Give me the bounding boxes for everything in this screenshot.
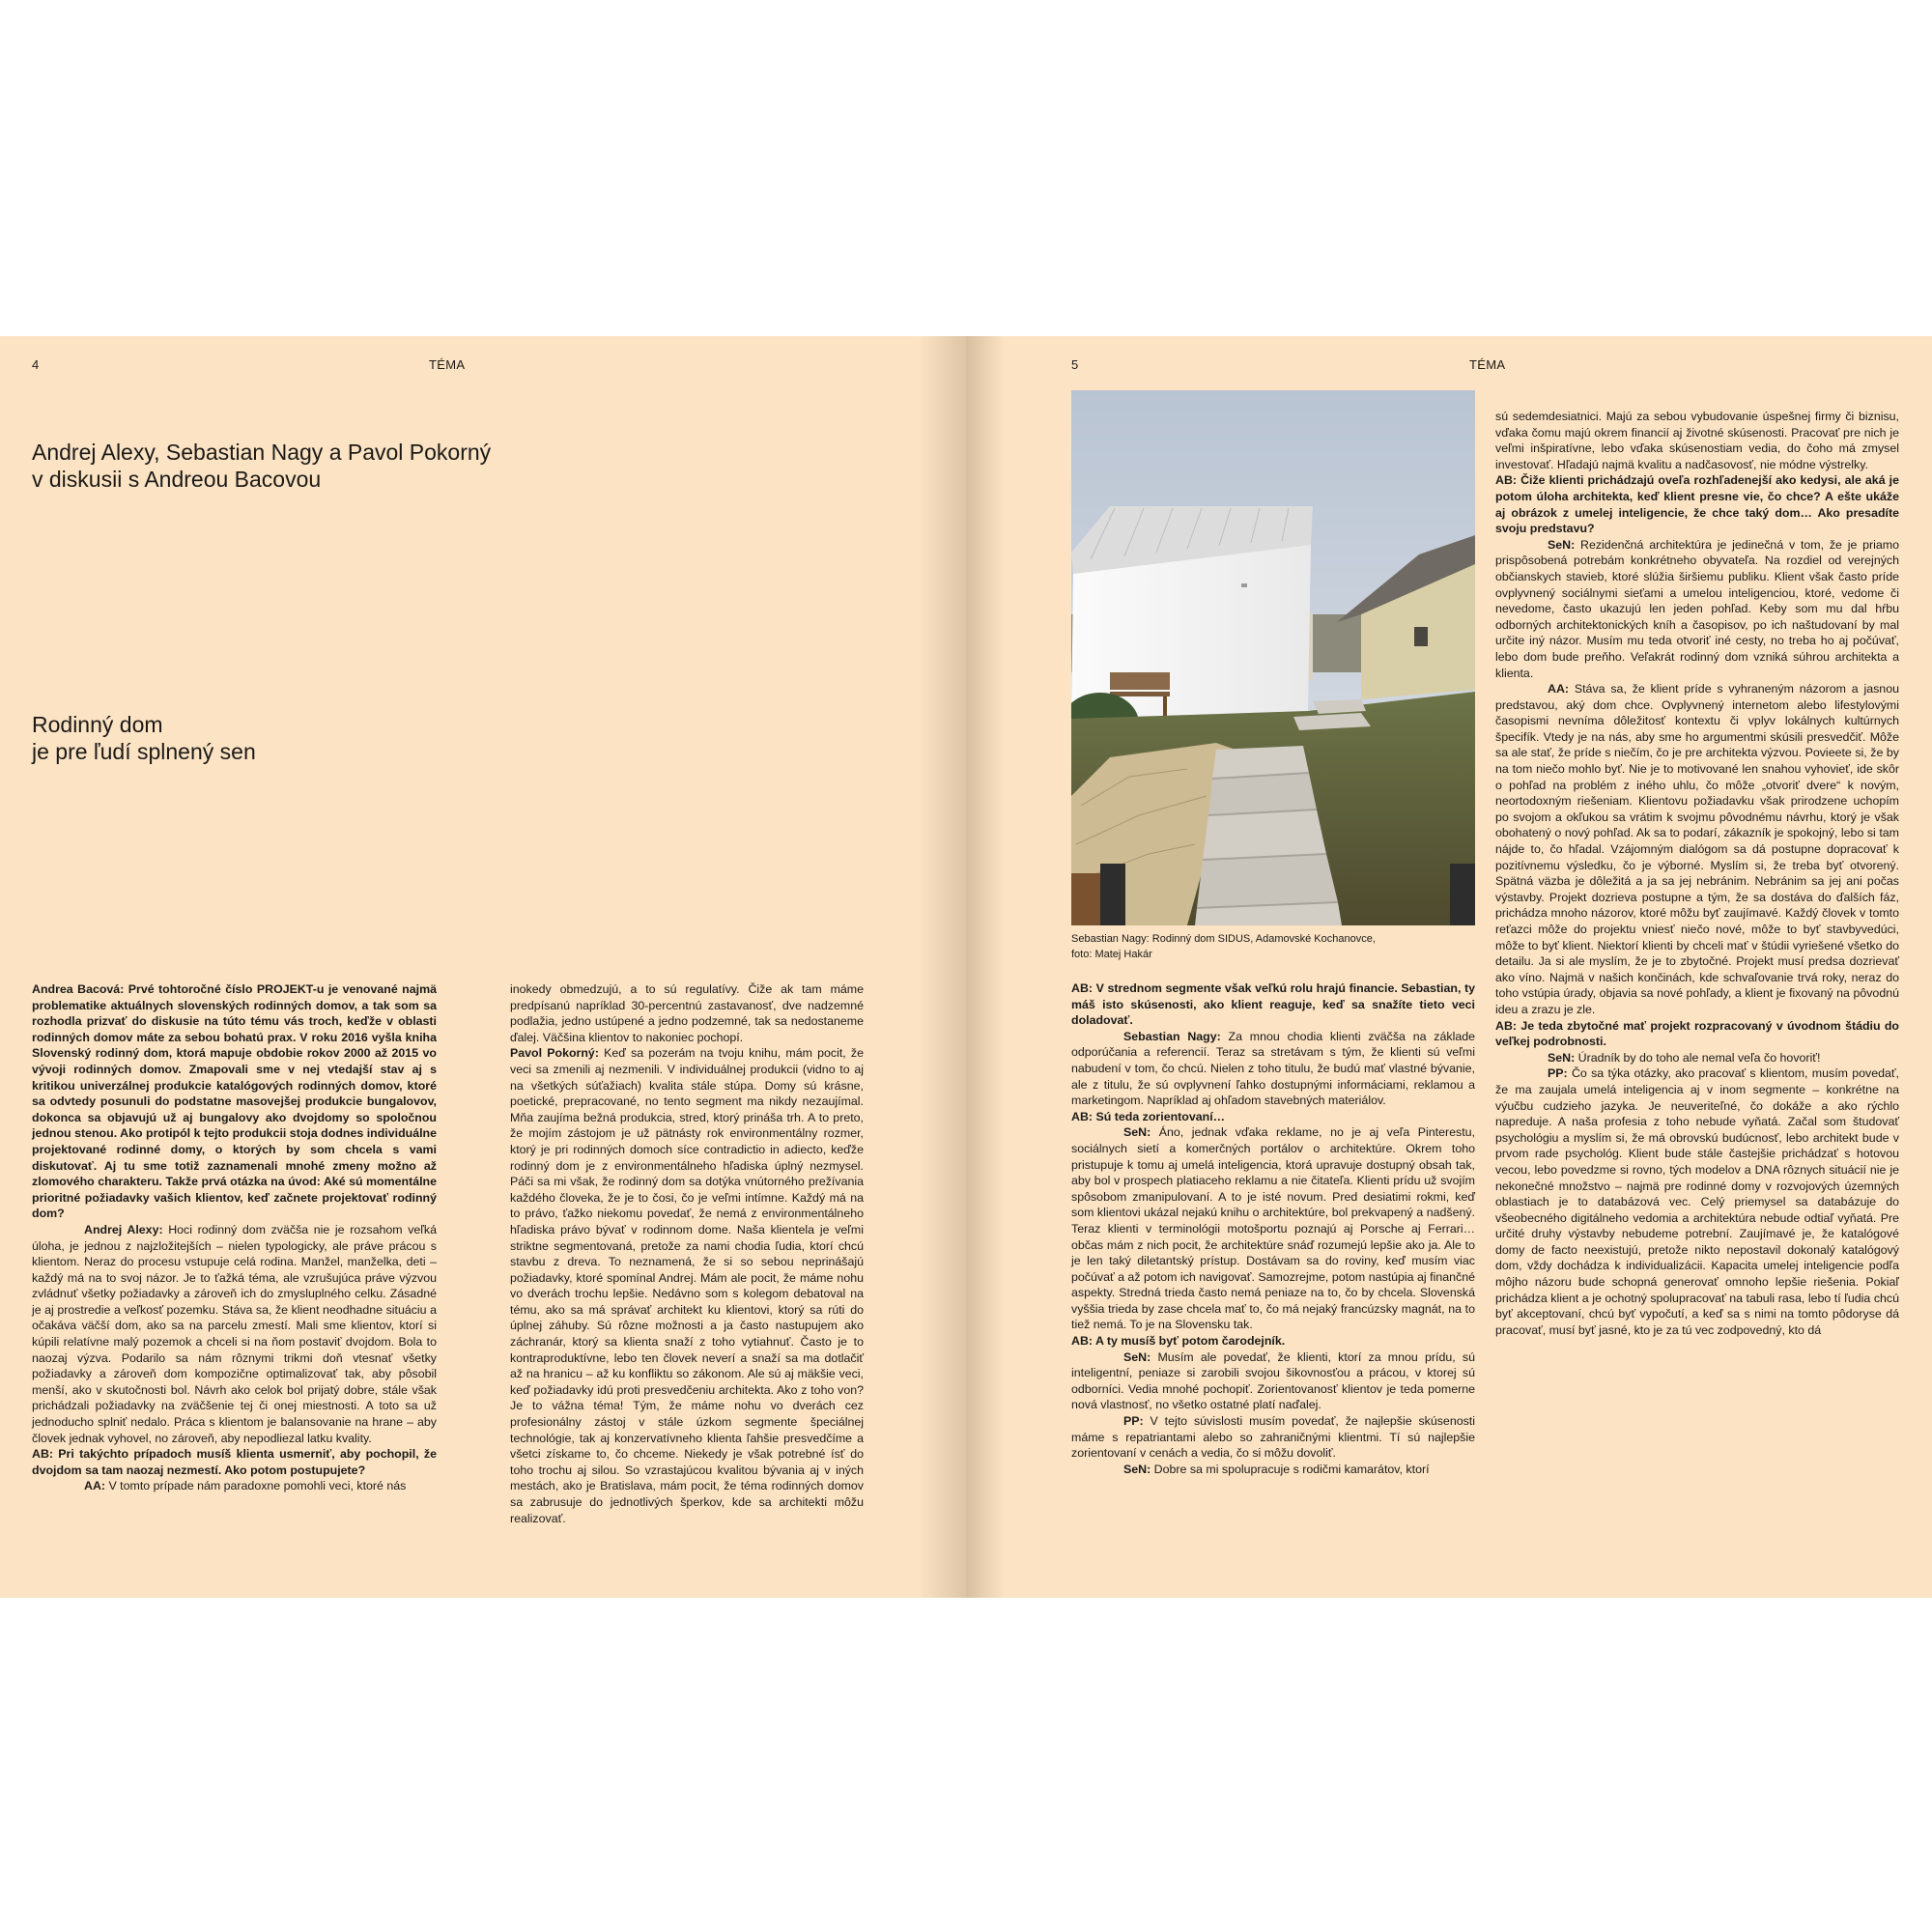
- section-label: TÉMA: [1469, 357, 1506, 372]
- paragraph-text: Dobre sa mi spolupracuje s rodičmi kamarátov, ktorí: [1151, 1462, 1430, 1476]
- question-paragraph: [32, 981, 437, 1222]
- section-label: TÉMA: [429, 357, 466, 372]
- left-page: [0, 336, 966, 1598]
- answer-paragraph: [1071, 1462, 1475, 1478]
- paragraph-text: Andrea Bacová: Prvé tohtoročné číslo PROJEKT-u je venované najmä problematike aktuálnych slovenských rodinných domov, a tak som sa rozhodla prizvať do diskusie na túto tému vás troch, keďže v oblasti rodinných domov máte za sebou bohatú prax. V roku 2016 vyšla kniha Slovenský rodinný dom, ktorá mapuje obdobie rokov 2000 až 2015 vo vývoji rodinných domov. Zmapovali sme v nej vtedajší stav aj s kritikou univerzálnej produkcie katalógových rodinných domov, ktoré sa odvtedy posunuli do podstatne masovejšej produkcie bungalovov, dokonca sa objavujú už aj bungalovy ako dvojdomy so spoločnou jednou stenou. Ako protipól k tejto produkcii stoja dodnes individuálne projektované rodinné domy, o ktorých by som chcela s vami diskutovať. Aj tu sme totiž zaznamenali mnohé zmeny možno až zlomového charakteru. Takže prvá otázka na úvod: Aké sú momentálne prioritné požiadavky vašich klientov, keď začnete projektovať rodinný dom?: [32, 982, 437, 1221]
- speaker-name: Andrej Alexy:: [84, 1222, 163, 1236]
- speaker-name: PP:: [1123, 1414, 1144, 1429]
- speaker-name: Sebastian Nagy:: [1123, 1029, 1221, 1043]
- paragraph-text: Hoci rodinný dom zväčša nie je rozsahom veľká úloha, je jednou z najzložitejších – nielen typologicky, ale práve prácou s klientom. Neraz do procesu vstupuje celá rodina. Manžel, manželka, deti – každý má na to svoj názor. Je to ťažká téma, ale vzrušujúca práve výzvou zvládnuť všetky požiadavky a zároveň ich do zmysluplného celku. Zásadné je aj prostredie a veľkosť pozemku. Stáva sa, že klient neodhadne situáciu a očakáva väčší dom, ako sa na parcelu zmestí. Mali sme klientov, ktorí si kúpili relatívne malý pozemok a chceli si na ňom postaviť dvojdom. Bola to naozaj výzva. Podarilo sa nám rôznymi trikmi doň vtesnať všetky požiadavky a zároveň dom kompozične optimalizovať tak, aby pôsobil menší, ako v skutočnosti bol. Návrh ako celok bol prijatý dobre, stále však prichádzali požiadavky na zväčšenie tej či onej miestnosti. A toto sa už jednoducho splniť nedalo. Práca s klientom je balansovanie na hrane – aby človek jednak vyhovel, no zároveň, aby nepodliezal latku kvality.: [32, 1222, 437, 1445]
- house-photo: [1071, 390, 1475, 925]
- answer-paragraph: [1071, 1124, 1475, 1333]
- right-page: [966, 336, 1932, 1598]
- paragraph-text: V tejto súvislosti musím povedať, že najlepšie skúsenosti máme s repatriantami alebo so zahraničnými klientmi. Tí sú najlepšie zorientovaní v cenách a vedia, čo si môžu dovoliť.: [1071, 1414, 1475, 1461]
- paragraph-text: Áno, jednak vďaka reklame, no je aj veľa Pinterestu, sociálnych sietí a komerčných portálov o architektúre. Okrem toho pristupuje k tomu aj umelá inteligencia, ktorá upravuje dostupný obsah tak, aby bol v prospech platiaceho reklamu a nie čitateľa. Klienti prídu už svojím spôsobom zmanipulovaní. A to je isté novum. Pred desiatimi rokmi, keď som klientovi ukázal nejakú knihu o architektúre, bol prekvapený a nadšený. Teraz klienti v terminológii motošportu poznajú aj Porsche aj Ferrari… občas mám z nich pocit, že architektúre snáď rozumejú lepšie ako ja. Ale to je len taký diletantský prístup. Dostávam sa do roviny, keď musím viac počúvať a až potom ich navigovať. Samozrejme, potom nastúpia aj finančné aspekty. Stredná trieda často nemá peniaze na to, čo by chcela. Slovenská vyššia trieda by zase chcela mať to, čo má nejaký francúzsky magnát, na to tiež nemá. To je na Slovensku tak.: [1071, 1125, 1475, 1332]
- text-column-2: [1495, 409, 1899, 1338]
- answer-paragraph: [510, 1045, 864, 1526]
- house-photo-illustration: [1071, 390, 1475, 925]
- subtitle-line: Rodinný dom: [32, 712, 163, 737]
- answer-paragraph: [1071, 1350, 1475, 1413]
- article-subtitle: [32, 711, 418, 765]
- paragraph-text: AB: Sú teda zorientovaní…: [1071, 1109, 1226, 1123]
- title-line: v diskusii s Andreou Bacovou: [32, 467, 322, 492]
- paragraph-text: AB: A ty musíš byť potom čarodejník.: [1071, 1334, 1286, 1349]
- paragraph-text: Úradník by do toho ale nemal veľa čo hovoriť!: [1575, 1050, 1821, 1065]
- paragraph-text: Keď sa pozerám na tvoju knihu, mám pocit, že veci sa zmenili aj nezmenili. V individuálnej produkcii (vidno to aj na všetkých súťažiach) kvalita stále stúpa. Domy sú krásne, poetické, prepracované, no tento segment ma nikdy nezaujímal. Mňa zaujíma bežná produkcia, stred, ktorý prináša trh. A to preto, že mojím zástojom je už pätnásty rok environmentálny rozmer, ktorý je pri rodinných domoch síce contradictio in adiecto, keďže rodinný dom je z environmentálneho hľadiska úplný nezmysel. Páči sa mi však, že rodinný dom sa dotýka vnútorného prežívania každého človeka, že je to čosi, čo je veľmi intímne. Každý má na to právo, ťažko niekomu povedať, že nemá z environmentálneho hľadiska právo bývať v rodinnom dome. Naša klientela je veľmi striktne segmentovaná, pretože za nami chodia ľudia, ktorí chcú stavbu z dreva. To neznamená, že si so sebou neprinášajú požiadavky, ktoré spomínal Andrej. Mám ale pocit, že máme nohu vo dverách trochu lepšie. Nedávno som s kolegom debatoval na tému, ako sa má správať architekt ku klientovi, ktorý sa rúti do úplnej záhuby. Sú rôzne možnosti a ja často nastupujem ako záchranár, ktorý sa klienta snaží z toho vytiahnuť. Často je to kontraproduktívne, lebo ten človek neverí a snaží sa ma dotlačiť až na hranicu – až ku konfliktu so zákonom. Ale sú aj mäkšie veci, keď požiadavky idú proti presvedčeniu architekta. Ako z toho von? Je to vážna téma! Tým, že máme nohu vo dverách cez profesionálny zástoj v stále úzkom segmente špeciálnej technológie, tak aj konzervatívneho klienta ľahšie presvedčíme a všetci získame to, čo chceme. Niekedy je však potrebné ísť do toho trochu aj silou. So vzrastajúcou kvalitou bývania aj v iných mestách, ako je Bratislava, mám pocit, že téma rodinných domov sa zabrusuje do jednotlivých šperkov, kde sa architekti môžu realizovať.: [510, 1046, 864, 1525]
- speaker-name: SeN:: [1123, 1462, 1151, 1476]
- speaker-name: AA:: [84, 1479, 106, 1493]
- subtitle-line: je pre ľudí splnený sen: [32, 739, 256, 764]
- paragraph-text: V tomto prípade nám paradoxne pomohli veci, ktoré nás: [105, 1479, 407, 1493]
- question-paragraph: [32, 1446, 437, 1478]
- answer-paragraph: [1495, 537, 1899, 681]
- speaker-name: SeN:: [1123, 1125, 1151, 1140]
- text-column-1: [32, 981, 437, 1494]
- magazine-spread: [0, 336, 1932, 1598]
- answer-paragraph: [1495, 681, 1899, 1017]
- paragraph-text: Musím ale povedať, že klienti, ktorí za mnou prídu, sú inteligentní, peniaze si zarobili svojou šikovnosťou a prácou, v ktorej sú odborníci. Vedia mnohé pochopiť. Zorientovanosť klientov je teda pomerne nová vlastnosť, no všetko ostatné platí naďalej.: [1071, 1350, 1475, 1412]
- paragraph-text: sú sedemdesiatnici. Majú za sebou vybudovanie úspešnej firmy či biznisu, vďaka čomu majú okrem financií aj životné skúsenosti. Pracovať pre nich je veľmi inšpiratívne, lebo vďaka skúsenostiam vedia, do čoho má zmysel investovať. Hľadajú najmä kvalitu a nadčasovosť, nie módne výstrelky.: [1495, 410, 1899, 471]
- paragraph-text: Čo sa týka otázky, ako pracovať s klientom, musím povedať, že ma zaujala umelá inteligencia aj v inom segmente – konkrétne na výučbu cudzieho jazyka. Je neuveriteľné, čo dokáže a ako rýchlo napreduje. A naša profesia z toho nebude vyňatá. Začal som študovať psychológiu a myslím si, že má obrovskú budúcnosť, lebo architekt bude v prvom rade psychológ. Klient bude stále častejšie prichádzať s hotovou vecou, lebo povedzme si rovno, tých modelov a DNA rôznych situácií nie je nekonečné množstvo – najmä pre rodinné domy v rozvojových územných oblastiach je to databázová vec. Celý priemysel sa databázuje do všeobecného digitálneho vedomia a architektúra nebude odtiaľ vyňatá. Pre určité druhy výstavby nebudeme potrební. Zaujímavé je, že katalógové domy de facto neexistujú, pretože nikto nepostavil dokonalý katalógový dom, vždy dochádza k individualizácii. Kapacita umelej inteligencie podľa môjho názoru bude schopná generovať omnoho lepšie riešenia. Pokiaľ prichádza klient a je ochotný spolupracovať na tabuli rasa, lebo tí ľudia chcú byť akceptovaní, chcú byť vypočutí, a keď sa s nimi na tomto pôdoryse dá pracovať, musí byť jasné, kto je za tú vec zodpovedný, kto dá: [1495, 1066, 1899, 1337]
- speaker-name: Pavol Pokorný:: [510, 1046, 599, 1061]
- article-title: [32, 439, 573, 493]
- speaker-name: PP:: [1548, 1066, 1568, 1081]
- speaker-name: SeN:: [1548, 1050, 1576, 1065]
- paragraph-text: AB: Je teda zbytočné mať projekt rozpracovaný v úvodnom štádiu do veľkej podrobnosti.: [1495, 1018, 1899, 1049]
- paragraph-text: AB: Čiže klienti prichádzajú oveľa rozhľadenejší ako kedysi, ale aká je potom úloha architekta, keď klient presne vie, čo chce? A ešte ukáže aj obrázok z umelej inteligencie, že chce taký dom… Ako presadíte svoju predstavu?: [1495, 473, 1899, 536]
- answer-paragraph: [1495, 409, 1899, 472]
- answer-paragraph: [32, 1222, 437, 1446]
- question-paragraph: [1495, 1018, 1899, 1050]
- question-paragraph: [1071, 1109, 1475, 1125]
- caption-line: foto: Matej Hakár: [1071, 949, 1152, 960]
- paragraph-text: Stáva sa, že klient príde s vyhraneným názorom a jasnou predstavou, aký dom chce. Ovplyvnený internetom alebo lifestylovými časopismi nevníma dôležitosť kontextu či vplyv lokálnych kultúrnych špecifík. Vtedy je na nás, aby sme ho argumentmi skúsili presvedčiť. Môže sa ale stať, že príde s niečím, čo je pre architekta výzvou. Povieete si, že by na tom niečo mohlo byť. Nie je to motivované len snahou vyhovieť, ide skôr o pohľad na problém z iného uhlu, čo môže „otvoriť dvere“ k novým, neortodoxným riešeniam. Klientovu požiadavku však prirodzene uchopím po svojom a okľukou sa vrátim k svojmu pôvodnému návrhu, ktorý je však obohatený o nový pohľad. Ak sa to podarí, zákazník je spokojný, lebo si tam nájde to, čo hľadal. Vzájomným dialógom sa dá postupne dopracovať k pozitívnemu výsledku, čo je výborné. Myslím si, že treba byť otvorený. Spätná väzba je dôležitá a ja sa jej nebránim. Nebránim sa jej ani počas výstavby. Projekt dozrieva postupne a tým, že sa dostáva do ďalších fáz, prichádza mnoho názorov, ktoré môžu byť zaujímavé. Každý človek v tomto reťazci môže do projektu vniesť niečo nové, môže to byť stavbyvedúci, môže to byť klient. Niektorí klienti by chceli mať v štúdii vyriešené všetko do detailu. Ja si ale myslím, že je to zbytočné. Projekt musí predsa dozrievať ako víno. Najmä v našich končinách, kde schvaľovanie trvá roky, neraz do toho vstúpia úrady, objavia sa nové pohľady, a klient je fixovaný na pôvodnú ideu a zrazu je zle.: [1495, 682, 1899, 1016]
- page-number: 4: [32, 357, 40, 372]
- caption-line: Sebastian Nagy: Rodinný dom SIDUS, Adamovské Kochanovce,: [1071, 933, 1376, 945]
- paragraph-text: AB: V strednom segmente však veľkú rolu hrajú financie. Sebastian, ty máš isto skúsenosti, ako klient reaguje, keď sa snažíte tieto veci doladovať.: [1071, 981, 1475, 1028]
- photo-caption: [1071, 931, 1475, 962]
- answer-paragraph: [32, 1478, 437, 1494]
- paragraph-text: AB: Pri takýchto prípadoch musíš klienta usmerniť, aby pochopil, že dvojdom sa tam naozaj nezmestí. Ako potom postupujete?: [32, 1447, 437, 1477]
- title-line: Andrej Alexy, Sebastian Nagy a Pavol Pokorný: [32, 440, 492, 465]
- question-paragraph: [1071, 980, 1475, 1029]
- page-number: 5: [1071, 357, 1079, 372]
- answer-paragraph: [510, 981, 864, 1045]
- answer-paragraph: [1495, 1065, 1899, 1338]
- answer-paragraph: [1071, 1029, 1475, 1109]
- text-column-1: [1071, 980, 1475, 1477]
- speaker-name: AA:: [1548, 682, 1570, 696]
- speaker-name: SeN:: [1123, 1350, 1151, 1364]
- answer-paragraph: [1071, 1413, 1475, 1462]
- question-paragraph: [1495, 472, 1899, 536]
- paragraph-text: inokedy obmedzujú, a to sú regulatívy. Čiže ak tam máme predpísanú napríklad 30-percentnú zastavanosť, dve nadzemné podlažia, jedno ustúpené a jedno podzemné, tak sa nedostaneme ďalej. Väčšina klientov to nakoniec pochopí.: [510, 982, 864, 1044]
- paragraph-text: Za mnou chodia klienti zväčša na základe odporúčania a referencií. Teraz sa stretávam s tým, že klienti sú veľmi nabudení v tom, čo chcú. Nielen z toho titulu, že budú mať vlastné bývanie, ale z titulu, že sú ovplyvnení ľahko dostupnými informáciami, reklamou a marketingom. Napríklad aj ohľadom stavebných materiálov.: [1071, 1029, 1476, 1108]
- text-column-2: [510, 981, 864, 1526]
- speaker-name: SeN:: [1548, 537, 1576, 552]
- question-paragraph: [1071, 1333, 1475, 1350]
- answer-paragraph: [1495, 1050, 1899, 1066]
- paragraph-text: Rezidenčná architektúra je jedinečná v tom, že je priamo prispôsobená potrebám konkrétneho obyvateľa. Na rozdiel od verejných občianskych stavieb, ktoré slúžia širšiemu publiku. Klient však často príde ovplyvnený sociálnymi sieťami a umelou inteligenciou, ktoré, vedome či nevedome, často ukazujú len jeden pohľad. Keby som mu dal hŕbu odborných architektonických kníh a časopisov, po ich naštudovaní by mal určite iný názor. Musím mu teda otvoriť iné cesty, no treba ho aj počúvať, lebo dom bude preňho. Veľakrát rodinný dom vzniká súhrou architekta a klienta.: [1495, 537, 1899, 680]
